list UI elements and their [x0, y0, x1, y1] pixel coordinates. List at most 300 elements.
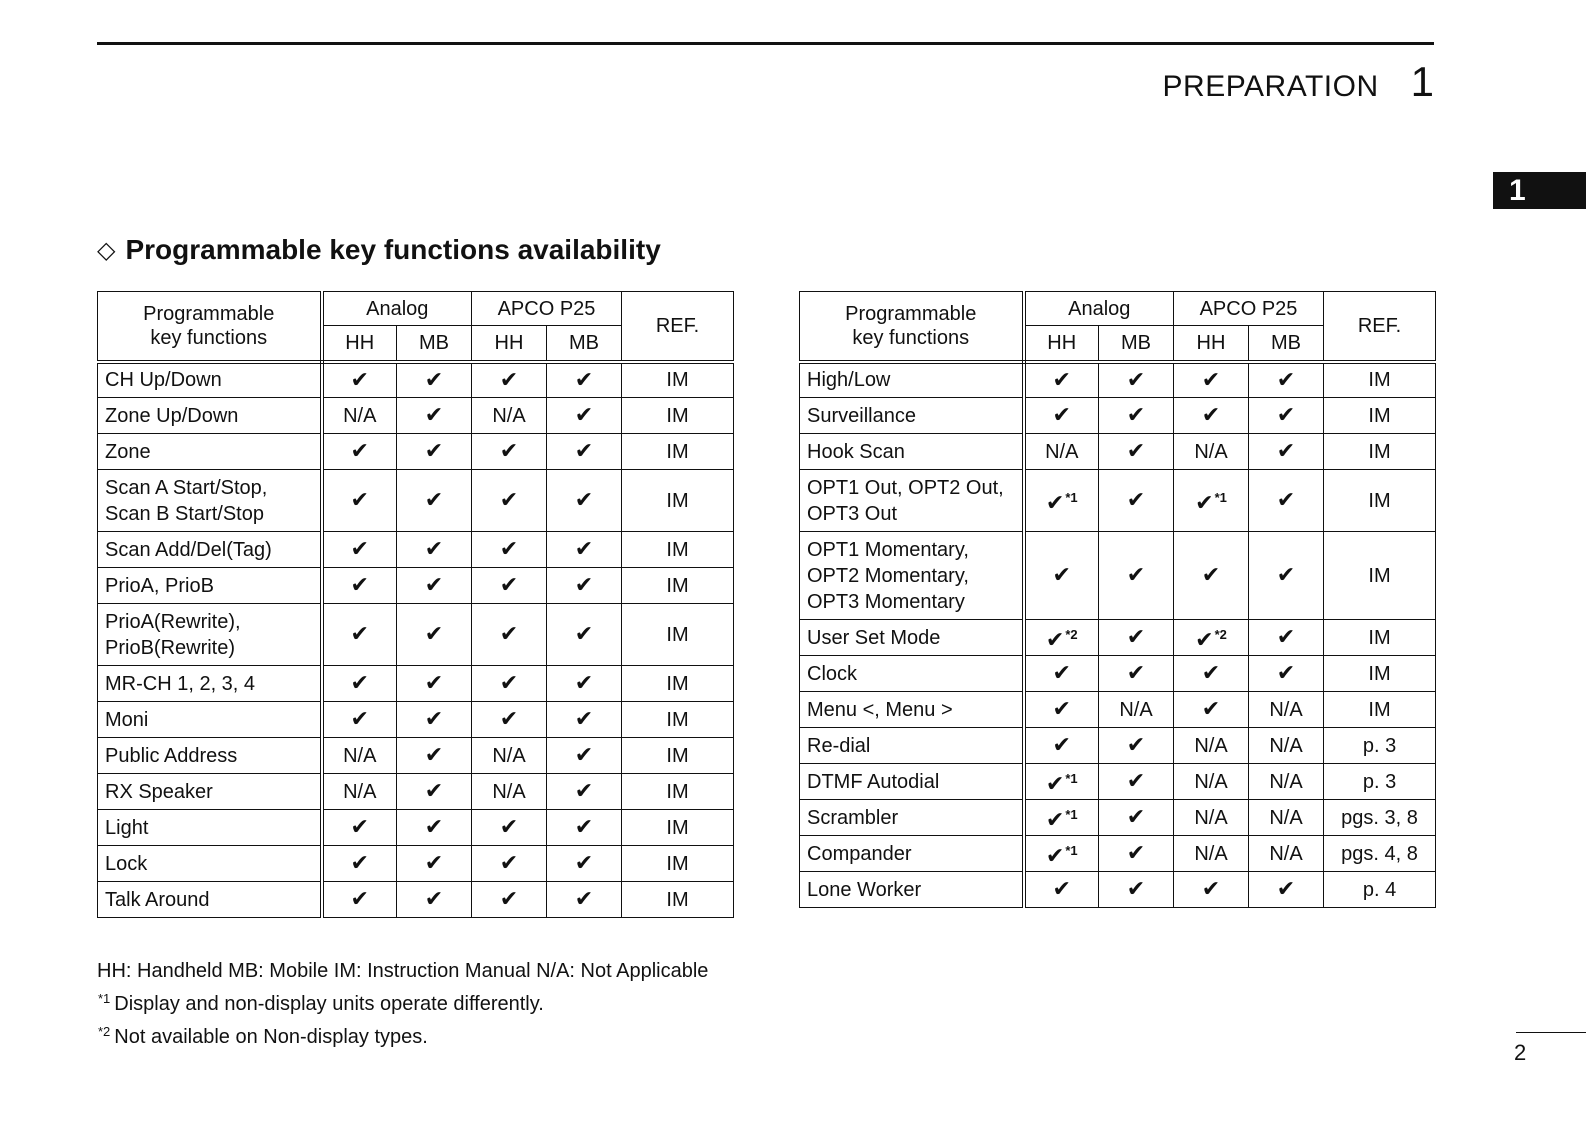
availability-cell: [397, 774, 472, 810]
availability-cell: [1024, 470, 1099, 532]
checkmark-icon: ✔: [574, 572, 594, 597]
function-name-cell: OPT1 Out, OPT2 Out, OPT3 Out: [800, 470, 1024, 532]
checkmark-icon: ✔: [424, 778, 444, 803]
table-row: [800, 872, 1436, 908]
availability-cell: [1249, 470, 1324, 532]
table-row: [800, 620, 1436, 656]
ref-cell: pgs. 3, 8: [1324, 800, 1436, 836]
checkmark-icon: ✔: [499, 850, 519, 875]
availability-cell: [1099, 872, 1174, 908]
table-row: [98, 470, 734, 532]
section-title: PREPARATION: [1162, 70, 1379, 103]
availability-cell: [1174, 692, 1249, 728]
availability-cell: [397, 532, 472, 568]
checkmark-icon: ✔: [499, 366, 519, 392]
footnotes: [97, 958, 708, 1051]
availability-cell: [397, 738, 472, 774]
availability-cell: [397, 568, 472, 604]
table-row: [800, 398, 1436, 434]
not-applicable-label: N/A: [1194, 734, 1228, 757]
checkmark-icon: ✔: [1126, 804, 1146, 829]
table-row: [800, 656, 1436, 692]
checkmark-icon: ✔: [424, 536, 444, 561]
table-row: [98, 398, 734, 434]
checkmark-icon: ✔: [350, 706, 369, 731]
availability-cell: [322, 434, 397, 470]
availability-cell: [1249, 398, 1324, 434]
checkmark-icon: ✔: [499, 670, 519, 695]
ref-cell: IM: [622, 846, 734, 882]
availability-cell: [547, 362, 622, 398]
not-applicable-label: N/A: [492, 404, 526, 427]
function-name-cell: PrioA(Rewrite), PrioB(Rewrite): [98, 604, 322, 666]
checkmark-icon: ✔: [1201, 562, 1221, 587]
function-name-cell: Scan Add/Del(Tag): [98, 532, 322, 568]
checkmark-icon: ✔: [574, 778, 594, 803]
not-applicable-label: N/A: [343, 744, 377, 767]
checkmark-icon: ✔: [1052, 876, 1071, 901]
checkmark-icon: ✔: [1201, 660, 1221, 685]
table-row: [800, 836, 1436, 872]
checkmark-icon: ✔: [499, 814, 519, 839]
availability-cell: [547, 470, 622, 532]
checkmark-icon: ✔: [1276, 366, 1296, 392]
checkmark-icon: ✔: [574, 706, 594, 731]
availability-cell: [397, 882, 472, 918]
function-name-cell: Zone: [98, 434, 322, 470]
top-rule: [97, 42, 1434, 45]
function-name-cell: Compander: [800, 836, 1024, 872]
table-row: [800, 532, 1436, 620]
header-mb: MB: [397, 326, 472, 362]
header-apco: APCO P25: [472, 292, 622, 326]
checkmark-icon: ✔: [574, 536, 594, 561]
footnote-mark: *1: [98, 991, 111, 1006]
checkmark-icon: ✔: [499, 886, 519, 911]
ref-cell: p. 3: [1324, 728, 1436, 764]
checkmark-icon: ✔: [350, 487, 369, 512]
table-row: [800, 692, 1436, 728]
checkmark-icon: ✔: [499, 536, 519, 561]
footnote-marker: *1: [1065, 842, 1078, 858]
checkmark-icon: ✔: [499, 706, 519, 731]
availability-cell: [1174, 532, 1249, 620]
availability-cell: [1024, 656, 1099, 692]
ref-cell: IM: [622, 470, 734, 532]
availability-cell: [1249, 362, 1324, 398]
availability-cell: [397, 702, 472, 738]
checkmark-icon: ✔: [424, 402, 444, 427]
function-name-cell: MR-CH 1, 2, 3, 4: [98, 666, 322, 702]
footnote-text: Not available on Non-display types.: [114, 1026, 428, 1048]
checkmark-icon: ✔: [1201, 696, 1221, 721]
checkmark-icon: ✔: [499, 487, 519, 512]
availability-cell: [1024, 836, 1099, 872]
footnote-marker: *2: [1214, 626, 1227, 642]
function-name-cell: Public Address: [98, 738, 322, 774]
availability-cell: [547, 810, 622, 846]
availability-cell: [1249, 434, 1324, 470]
checkmark-icon: ✔: [424, 706, 444, 731]
availability-cell: [1249, 872, 1324, 908]
not-applicable-label: N/A: [1194, 770, 1228, 793]
availability-cell: [472, 470, 547, 532]
checkmark-icon: ✔: [574, 742, 594, 767]
table-row: [98, 882, 734, 918]
availability-cell: [547, 774, 622, 810]
availability-cell: [1174, 470, 1249, 532]
checkmark-icon: ✔: [1126, 624, 1146, 649]
checkmark-icon: ✔: [1052, 732, 1071, 757]
availability-cell: [472, 434, 547, 470]
not-applicable-cell: [1174, 728, 1249, 764]
checkmark-footnote-icon: ✔$^{*2}$: [1045, 626, 1078, 652]
availability-cell: [1024, 692, 1099, 728]
availability-cell: [1249, 532, 1324, 620]
not-applicable-label: N/A: [1269, 734, 1303, 757]
function-name-cell: Talk Around: [98, 882, 322, 918]
table-row: [98, 666, 734, 702]
table-row: [800, 434, 1436, 470]
availability-cell: [397, 604, 472, 666]
not-applicable-cell: [1024, 434, 1099, 470]
availability-cell: [547, 398, 622, 434]
availability-cell: [547, 532, 622, 568]
ref-cell: IM: [1324, 398, 1436, 434]
availability-cell: [472, 882, 547, 918]
header-apco: APCO P25: [1174, 292, 1324, 326]
availability-cell: [322, 846, 397, 882]
section-heading: [97, 234, 661, 266]
footnote-marker: *1: [1065, 489, 1078, 505]
not-applicable-label: N/A: [492, 780, 526, 803]
function-name-cell: RX Speaker: [98, 774, 322, 810]
availability-cell: [1024, 800, 1099, 836]
function-name-cell: High/Low: [800, 362, 1024, 398]
table-row: [98, 702, 734, 738]
checkmark-icon: ✔: [574, 402, 594, 427]
checkmark-icon: ✔: [350, 814, 369, 839]
function-name-cell: Menu <, Menu >: [800, 692, 1024, 728]
not-applicable-cell: [322, 774, 397, 810]
availability-cell: [547, 434, 622, 470]
not-applicable-cell: [472, 398, 547, 434]
checkmark-icon: ✔: [1126, 768, 1146, 793]
page-number: 2: [1514, 1040, 1527, 1065]
function-name-cell: Moni: [98, 702, 322, 738]
checkmark-icon: ✔: [574, 814, 594, 839]
ref-cell: IM: [622, 774, 734, 810]
checkmark-footnote-icon: ✔$^{*1}$: [1045, 489, 1078, 515]
function-name-cell: User Set Mode: [800, 620, 1024, 656]
not-applicable-cell: [1099, 692, 1174, 728]
footnote-marker: *1: [1214, 489, 1227, 505]
availability-cell: [1099, 656, 1174, 692]
not-applicable-cell: [1249, 836, 1324, 872]
availability-cell: [472, 702, 547, 738]
checkmark-icon: ✔: [1052, 696, 1071, 721]
checkmark-icon: ✔: [1276, 402, 1296, 427]
availability-cell: [1174, 872, 1249, 908]
function-name-cell: Surveillance: [800, 398, 1024, 434]
not-applicable-cell: [1249, 764, 1324, 800]
checkmark-footnote-icon: ✔$^{*2}$: [1195, 626, 1227, 652]
header-hh: HH: [322, 326, 397, 362]
checkmark-icon: ✔: [1126, 562, 1146, 587]
availability-cell: [1099, 620, 1174, 656]
header-mb: MB: [1099, 326, 1174, 362]
checkmark-icon: ✔: [1126, 732, 1146, 757]
function-name-cell: Re-dial: [800, 728, 1024, 764]
availability-cell: [547, 568, 622, 604]
availability-cell: [322, 666, 397, 702]
ref-cell: IM: [622, 666, 734, 702]
header-function: Programmable key functions: [800, 292, 1024, 362]
checkmark-icon: ✔: [424, 670, 444, 695]
availability-cell: [1024, 398, 1099, 434]
checkmark-icon: ✔: [424, 814, 444, 839]
not-applicable-cell: [1249, 692, 1324, 728]
not-applicable-label: N/A: [343, 780, 377, 803]
not-applicable-cell: [322, 398, 397, 434]
availability-cell: [322, 702, 397, 738]
diamond-icon: ◇: [97, 236, 116, 264]
checkmark-icon: ✔: [1126, 840, 1146, 865]
checkmark-icon: ✔: [499, 438, 519, 463]
checkmark-icon: ✔: [574, 850, 594, 875]
checkmark-icon: ✔: [1126, 660, 1146, 685]
table-row: [98, 532, 734, 568]
availability-cell: [322, 810, 397, 846]
checkmark-footnote-icon: ✔$^{*1}$: [1045, 770, 1078, 796]
availability-cell: [1024, 362, 1099, 398]
checkmark-icon: ✔: [574, 621, 594, 646]
checkmark-icon: ✔: [1052, 660, 1071, 685]
not-applicable-label: N/A: [1045, 440, 1079, 463]
checkmark-icon: ✔: [1126, 438, 1146, 463]
ref-cell: p. 3: [1324, 764, 1436, 800]
availability-cell: [1024, 764, 1099, 800]
function-name-cell: DTMF Autodial: [800, 764, 1024, 800]
checkmark-icon: ✔: [1276, 438, 1296, 463]
page-number-rule: [1516, 1032, 1586, 1033]
checkmark-icon: ✔: [1201, 366, 1221, 392]
footnote-marker: *2: [1065, 626, 1078, 642]
table-row: [800, 764, 1436, 800]
ref-cell: IM: [622, 398, 734, 434]
function-name-cell: Lone Worker: [800, 872, 1024, 908]
table-row: [98, 774, 734, 810]
header-analog: Analog: [1024, 292, 1174, 326]
checkmark-icon: ✔: [1126, 402, 1146, 427]
availability-cell: [397, 398, 472, 434]
footnote-mark: *2: [98, 1024, 111, 1039]
function-name-cell: Scrambler: [800, 800, 1024, 836]
availability-cell: [1024, 728, 1099, 764]
ref-cell: IM: [622, 738, 734, 774]
availability-cell: [1249, 620, 1324, 656]
table-row: [98, 362, 734, 398]
checkmark-icon: ✔: [1052, 562, 1071, 587]
ref-cell: IM: [1324, 692, 1436, 728]
availability-cell: [547, 702, 622, 738]
header-hh: HH: [472, 326, 547, 362]
availability-cell: [322, 470, 397, 532]
checkmark-icon: ✔: [574, 366, 594, 392]
checkmark-icon: ✔: [424, 886, 444, 911]
legend-note: HH: Handheld MB: Mobile IM: Instruction Manual N/A: Not Applicable: [97, 960, 709, 982]
availability-cell: [322, 362, 397, 398]
function-name-cell: Light: [98, 810, 322, 846]
availability-cell: [1099, 836, 1174, 872]
availability-cell: [397, 362, 472, 398]
availability-cell: [1099, 470, 1174, 532]
availability-cell: [547, 882, 622, 918]
checkmark-icon: ✔: [424, 366, 444, 392]
ref-cell: IM: [622, 362, 734, 398]
ref-cell: IM: [622, 568, 734, 604]
checkmark-icon: ✔: [350, 850, 369, 875]
availability-cell: [322, 604, 397, 666]
checkmark-icon: ✔: [350, 536, 369, 561]
ref-cell: IM: [1324, 434, 1436, 470]
not-applicable-cell: [1174, 800, 1249, 836]
footnote-text: Display and non-display units operate differently.: [114, 993, 544, 1015]
checkmark-icon: ✔: [1126, 366, 1146, 392]
not-applicable-label: N/A: [343, 404, 377, 427]
availability-cell: [1099, 764, 1174, 800]
not-applicable-cell: [472, 774, 547, 810]
section-number: 1: [1410, 58, 1434, 105]
checkmark-icon: ✔: [350, 572, 369, 597]
function-name-cell: PrioA, PrioB: [98, 568, 322, 604]
header-ref: REF.: [1324, 292, 1436, 362]
checkmark-icon: ✔: [424, 850, 444, 875]
checkmark-footnote-icon: ✔$^{*1}$: [1045, 806, 1078, 832]
not-applicable-label: N/A: [1194, 806, 1228, 829]
availability-cell: [1174, 362, 1249, 398]
availability-cell: [472, 532, 547, 568]
checkmark-icon: ✔: [574, 886, 594, 911]
checkmark-icon: ✔: [350, 886, 369, 911]
function-name-cell: Clock: [800, 656, 1024, 692]
function-name-cell: CH Up/Down: [98, 362, 322, 398]
availability-cell: [547, 604, 622, 666]
not-applicable-label: N/A: [1119, 698, 1153, 721]
availability-cell: [1099, 362, 1174, 398]
ref-cell: IM: [1324, 362, 1436, 398]
checkmark-icon: ✔: [424, 621, 444, 646]
page-header: [1163, 58, 1434, 106]
availability-cell: [472, 604, 547, 666]
ref-cell: IM: [622, 532, 734, 568]
checkmark-icon: ✔: [350, 670, 369, 695]
footnote-1: [97, 985, 708, 1018]
footnote-2: [97, 1018, 708, 1051]
not-applicable-cell: [1174, 434, 1249, 470]
not-applicable-cell: [472, 738, 547, 774]
availability-cell: [547, 738, 622, 774]
ref-cell: pgs. 4, 8: [1324, 836, 1436, 872]
availability-cell: [547, 846, 622, 882]
table-row: [98, 810, 734, 846]
footnote-marker: *1: [1065, 806, 1078, 822]
function-name-cell: Hook Scan: [800, 434, 1024, 470]
checkmark-icon: ✔: [1201, 876, 1221, 901]
table-row: [98, 434, 734, 470]
availability-cell: [1099, 800, 1174, 836]
checkmark-icon: ✔: [1276, 624, 1296, 649]
availability-cell: [1099, 434, 1174, 470]
function-name-cell: OPT1 Momentary, OPT2 Momentary, OPT3 Momentary: [800, 532, 1024, 620]
checkmark-icon: ✔: [1276, 876, 1296, 901]
availability-cell: [397, 666, 472, 702]
availability-cell: [322, 532, 397, 568]
ref-cell: IM: [1324, 532, 1436, 620]
ref-cell: IM: [1324, 620, 1436, 656]
not-applicable-label: N/A: [1269, 770, 1303, 793]
not-applicable-cell: [1249, 800, 1324, 836]
checkmark-icon: ✔: [1126, 876, 1146, 901]
not-applicable-cell: [1249, 728, 1324, 764]
availability-cell: [1099, 398, 1174, 434]
not-applicable-cell: [1174, 764, 1249, 800]
header-hh: HH: [1024, 326, 1099, 362]
header-ref: REF.: [622, 292, 734, 362]
checkmark-icon: ✔: [574, 438, 594, 463]
not-applicable-cell: [322, 738, 397, 774]
table-row: [800, 470, 1436, 532]
header-hh: HH: [1174, 326, 1249, 362]
key-functions-table-left: [97, 291, 734, 918]
not-applicable-label: N/A: [1194, 440, 1228, 463]
checkmark-icon: ✔: [424, 742, 444, 767]
not-applicable-label: N/A: [1269, 698, 1303, 721]
chapter-tab[interactable]: 1: [1493, 172, 1586, 209]
header-mb: MB: [547, 326, 622, 362]
key-functions-table-right: [799, 291, 1436, 908]
availability-cell: [472, 666, 547, 702]
ref-cell: p. 4: [1324, 872, 1436, 908]
checkmark-icon: ✔: [424, 438, 444, 463]
not-applicable-cell: [1174, 836, 1249, 872]
availability-cell: [1024, 872, 1099, 908]
ref-cell: IM: [622, 810, 734, 846]
not-applicable-label: N/A: [1269, 806, 1303, 829]
checkmark-footnote-icon: ✔$^{*1}$: [1195, 489, 1227, 515]
checkmark-icon: ✔: [1052, 402, 1071, 427]
checkmark-icon: ✔: [1276, 562, 1296, 587]
not-applicable-label: N/A: [1269, 842, 1303, 865]
footnote-marker: *1: [1065, 770, 1078, 786]
availability-cell: [1099, 532, 1174, 620]
checkmark-icon: ✔: [1276, 660, 1296, 685]
not-applicable-label: N/A: [492, 744, 526, 767]
availability-cell: [397, 810, 472, 846]
header-analog: Analog: [322, 292, 472, 326]
availability-cell: [1174, 398, 1249, 434]
checkmark-icon: ✔: [1201, 402, 1221, 427]
checkmark-icon: ✔: [1276, 487, 1296, 512]
ref-cell: IM: [622, 434, 734, 470]
table-row: [98, 738, 734, 774]
availability-cell: [322, 882, 397, 918]
ref-cell: IM: [1324, 656, 1436, 692]
availability-cell: [472, 846, 547, 882]
table-row: [800, 800, 1436, 836]
checkmark-icon: ✔: [574, 670, 594, 695]
checkmark-icon: ✔: [499, 572, 519, 597]
